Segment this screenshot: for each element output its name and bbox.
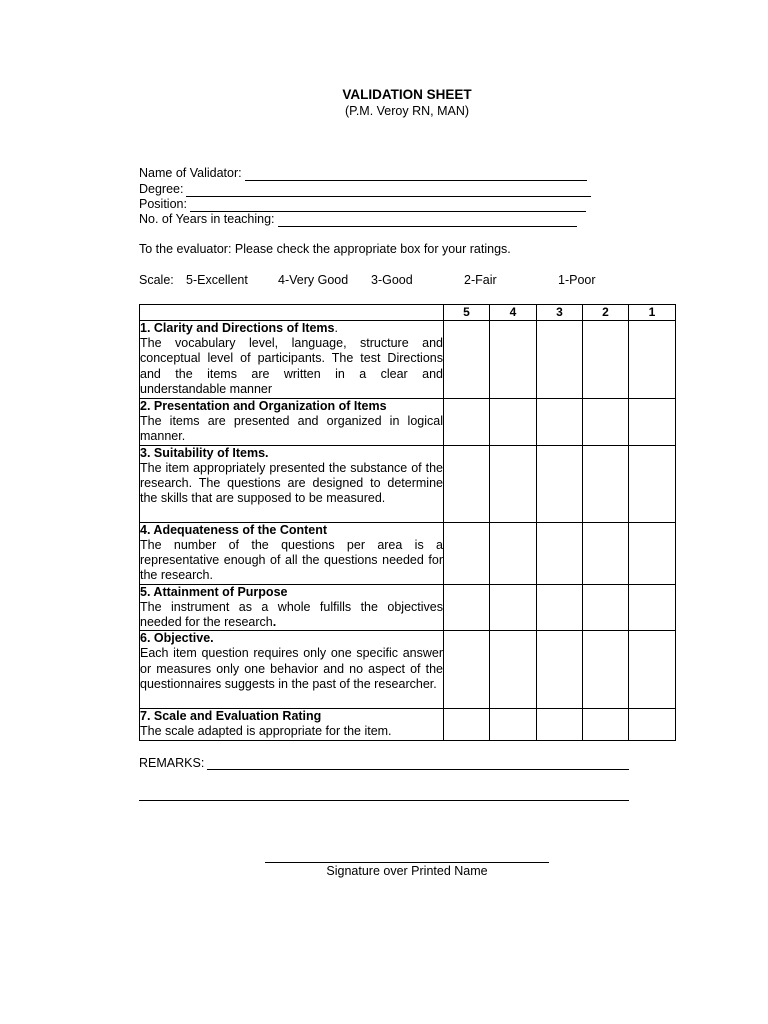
criterion-cell (140, 522, 444, 584)
rating-box-2[interactable] (583, 445, 629, 522)
criterion-cell (140, 399, 444, 446)
criteria-header-cell (140, 305, 444, 321)
table-row (140, 522, 676, 584)
evaluator-instruction: To the evaluator: Please check the appropriate box for your ratings. (139, 242, 511, 256)
rating-box-4[interactable] (490, 709, 537, 740)
position-label: Position: (139, 196, 187, 211)
degree-field[interactable] (139, 181, 609, 196)
rating-box-3[interactable] (537, 631, 583, 709)
years-teaching-label: No. of Years in teaching: (139, 212, 275, 227)
criterion-description: The instrument as a whole fulfills the objectives needed for the research (140, 599, 443, 630)
rating-box-4[interactable] (490, 522, 537, 584)
criterion-description: The items are presented and organized in logical manner. (140, 414, 443, 444)
rating-box-1[interactable] (629, 522, 676, 584)
rating-box-1[interactable] (629, 631, 676, 709)
signature-line[interactable] (265, 862, 549, 863)
rating-header-5: 5 (444, 305, 490, 321)
validator-info-fields (139, 166, 609, 227)
rating-box-3[interactable] (537, 445, 583, 522)
rating-box-2[interactable] (583, 584, 629, 631)
rating-header-4: 4 (490, 305, 537, 321)
criterion-description: The scale adapted is appropriate for the item. (140, 724, 392, 739)
rating-header-2: 2 (583, 305, 629, 321)
rating-box-2[interactable] (583, 321, 629, 399)
rating-box-2[interactable] (583, 522, 629, 584)
criterion-title: 7. Scale and Evaluation Rating (140, 709, 322, 724)
rating-box-3[interactable] (537, 584, 583, 631)
criterion-title-suffix: . (334, 321, 338, 335)
rating-box-1[interactable] (629, 709, 676, 740)
years-teaching-field[interactable] (139, 212, 609, 227)
rating-box-5[interactable] (444, 321, 490, 399)
criterion-cell (140, 709, 444, 740)
remarks-label: REMARKS: (139, 756, 205, 770)
validator-name-label: Name of Validator: (139, 166, 242, 181)
rating-box-1[interactable] (629, 321, 676, 399)
table-row (140, 321, 676, 399)
criterion-title: 5. Attainment of Purpose (140, 584, 288, 599)
rating-box-5[interactable] (444, 399, 490, 446)
degree-line[interactable] (186, 185, 591, 197)
rating-header-1: 1 (629, 305, 676, 321)
rating-box-3[interactable] (537, 522, 583, 584)
criterion-title: 2. Presentation and Organization of Items (140, 399, 387, 413)
scale-item-2: 2-Fair (464, 273, 497, 287)
scale-item-3: 3-Good (371, 273, 413, 287)
rating-box-5[interactable] (444, 445, 490, 522)
criterion-title: 3. Suitability of Items. (140, 445, 269, 460)
rating-box-2[interactable] (583, 709, 629, 740)
rating-box-5[interactable] (444, 584, 490, 631)
rating-box-5[interactable] (444, 522, 490, 584)
rating-box-4[interactable] (490, 399, 537, 446)
criterion-cell (140, 321, 444, 399)
rating-box-4[interactable] (490, 321, 537, 399)
criterion-title: 1. Clarity and Directions of Items (140, 321, 335, 335)
criterion-description: The item appropriately presented the substance of the research. The questions are designed to determine the skills that are supposed to be measured. (140, 460, 443, 506)
criterion-description: Each item question requires only one specific answer or measures only one behavior and no aspect of the questionnaires suggests in the past of the researcher. (140, 646, 443, 691)
rating-box-1[interactable] (629, 584, 676, 631)
criterion-title: 6. Objective. (140, 631, 214, 646)
rating-box-4[interactable] (490, 445, 537, 522)
rating-box-4[interactable] (490, 631, 537, 709)
signature-label: Signature over Printed Name (326, 864, 488, 878)
criterion-cell (140, 631, 444, 709)
scale-item-1: 1-Poor (558, 273, 596, 287)
position-field[interactable] (139, 197, 609, 212)
degree-label: Degree: (139, 181, 184, 196)
criterion-cell (140, 445, 444, 522)
rating-scale (139, 273, 619, 289)
table-row (140, 584, 676, 631)
remarks-field[interactable] (139, 756, 629, 770)
scale-item-5: 5-Excellent (186, 273, 248, 287)
rating-box-3[interactable] (537, 321, 583, 399)
rating-box-1[interactable] (629, 445, 676, 522)
rating-box-5[interactable] (444, 709, 490, 740)
scale-item-4: 4-Very Good (278, 273, 349, 287)
rating-box-5[interactable] (444, 631, 490, 709)
remarks-line-2[interactable] (139, 800, 629, 801)
table-row (140, 631, 676, 709)
rating-box-2[interactable] (583, 631, 629, 709)
scale-label: Scale: (139, 273, 174, 287)
table-row (140, 709, 676, 740)
criterion-description: The number of the questions per area is a representative enough of all the questions needed for the research. (140, 537, 443, 583)
years-teaching-line[interactable] (278, 215, 577, 227)
table-row (140, 399, 676, 446)
criterion-description: The vocabulary level, language, structure and conceptual level of participants. The test Directions and the items are written in a clear and understandable manner (140, 336, 443, 396)
rating-table (139, 304, 676, 741)
rating-box-3[interactable] (537, 709, 583, 740)
rating-header-row (140, 305, 676, 321)
rating-header-3: 3 (537, 305, 583, 321)
page-subtitle: (P.M. Veroy RN, MAN) (344, 104, 470, 118)
criterion-title: 4. Adequateness of the Content (140, 522, 328, 537)
validator-name-line[interactable] (245, 169, 587, 181)
validator-name-field[interactable] (139, 166, 609, 181)
page-title: VALIDATION SHEET (342, 87, 472, 102)
table-row (140, 445, 676, 522)
position-line[interactable] (190, 200, 586, 212)
rating-box-3[interactable] (537, 399, 583, 446)
rating-box-4[interactable] (490, 584, 537, 631)
remarks-line[interactable] (207, 757, 629, 770)
rating-box-1[interactable] (629, 399, 676, 446)
rating-box-2[interactable] (583, 399, 629, 446)
criterion-description-suffix: . (272, 615, 277, 630)
criterion-cell (140, 584, 444, 631)
